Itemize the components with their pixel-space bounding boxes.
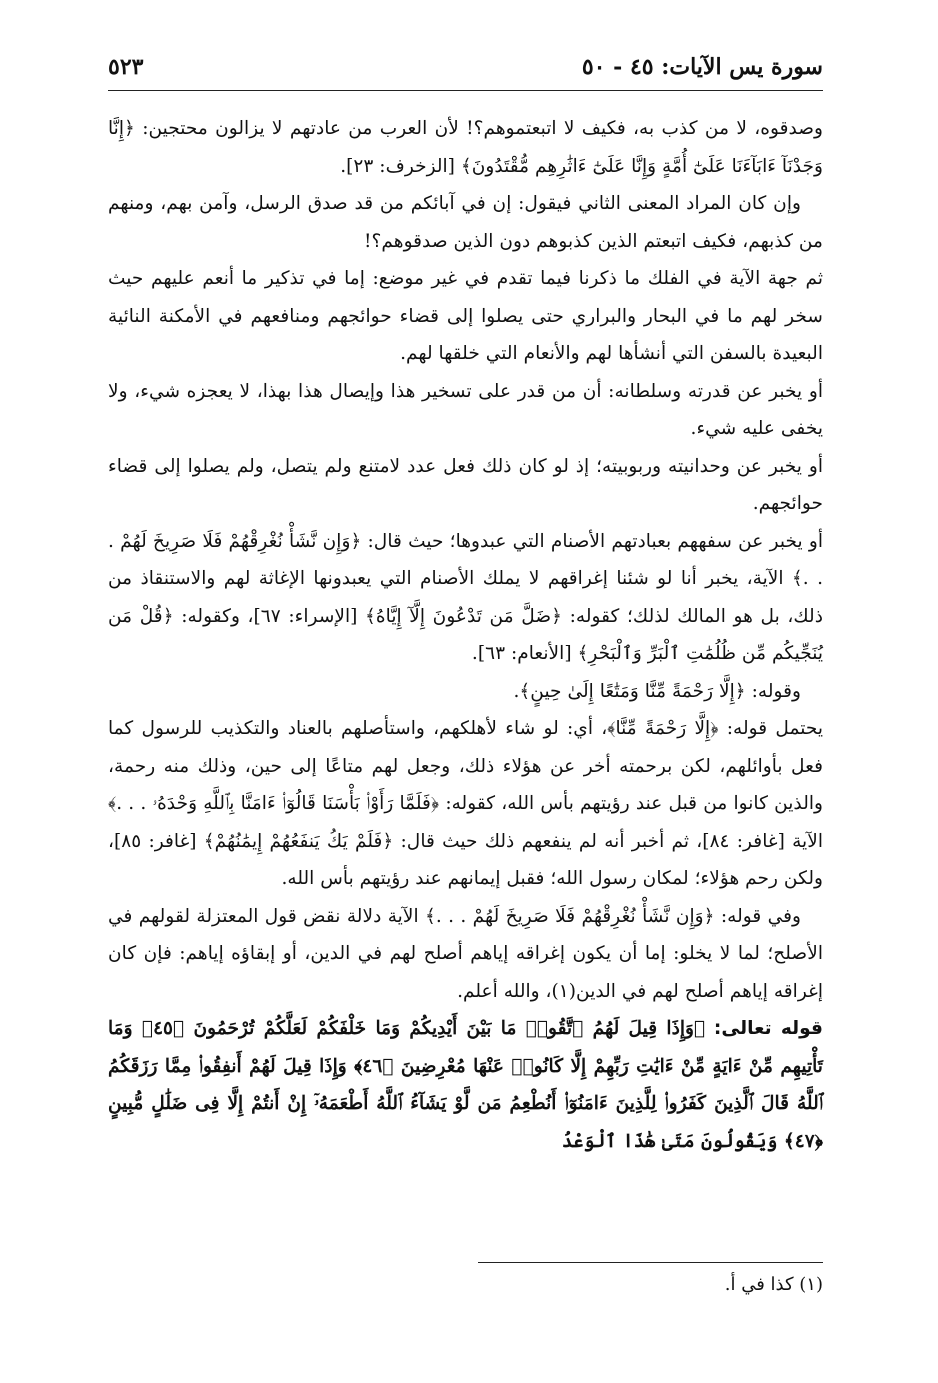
paragraph: وإن كان المراد المعنى الثاني فيقول: إن في آبائكم من قد صدق الرسل، وآمن بهم، ومنهم من كذبهم، فكيف اتبعتم الذين كذبوهم دون الذين صدقوهم؟! [108,193,823,252]
paragraph: أو يخبر عن قدرته وسلطانه: أن من قدر على تسخير هذا وإيصال هذا بهذا، لا يعجزه شيء، ولا يخفى عليه شيء. [108,380,823,439]
header-rule [108,90,823,91]
paragraph: يحتمل قوله: ﴿إِلَّا رَحْمَةً مِّنَّا﴾، أي: لو شاء لأهلكهم، واستأصلهم بالعناد والتكذيب للرسول كما فعل بأوائلهم، لكن برحمته أخر عن هؤلاء ذلك، وجعل لهم متاعًا إلى حين، وذلك منه رحمة، والذين كانوا من قبل عند رؤيتهم بأس الله، كقوله: ﴿فَلَمَّا رَأَوْا۟ بَأْسَنَا قَالُوٓا۟ ءَامَنَّا بِٱللَّهِ وَحْدَهُۥ . . .﴾ الآية [غافر: ٨٤]، ثم أخبر أنه لم ينفعهم ذلك حيث قال: ﴿فَلَمْ يَكُ يَنفَعُهُمْ إِيمَٰنُهُمْ﴾ [غافر: ٨٥]، ولكن رحم هؤلاء؛ لمكان رسول الله؛ فقبل إيمانهم عند رؤيتهم بأس الله. [108,718,823,889]
paragraph: ثم جهة الآية في الفلك ما ذكرنا فيما تقدم في غير موضع: إما في تذكير ما أنعم عليهم حيث سخر لهم ما في البحار والبراري حتى يصلوا إلى قضاء حوائجهم ومنافعهم في الأمكنة النائية البعيدة بالسفن التي أنشأها لهم والأنعام التي خلقها لهم. [108,268,823,364]
verse-text: ﴿وَإِذَا قِيلَ لَهُمُ ٱتَّقُوا۟ مَا بَيْنَ أَيْدِيكُمْ وَمَا خَلْفَكُمْ لَعَلَّكُمْ تُرْحَمُونَ ﴿٤٥﴾ وَمَا تَأْتِيهِم مِّنْ ءَايَةٍ مِّنْ ءَايَٰتِ رَبِّهِمْ إِلَّا كَانُوا۟ عَنْهَا مُعْرِضِينَ ﴿٤٦﴾ وَإِذَا قِيلَ لَهُمْ أَنفِقُوا۟ مِمَّا رَزَقَكُمُ ٱللَّهُ قَالَ ٱلَّذِينَ كَفَرُوا۟ لِلَّذِينَ ءَامَنُوٓا۟ أَنُطْعِمُ مَن لَّوْ يَشَآءُ ٱللَّهُ أَطْعَمَهُۥٓ إِنْ أَنتُمْ إِلَّا فِى ضَلَٰلٍ مُّبِينٍ ﴿٤٧﴾ وَيَقُولُونَ مَتَىٰ هَٰذَا ٱلْوَعْدُ [108,1018,823,1152]
paragraph: أو يخبر عن سفههم بعبادتهم الأصنام التي عبدوها؛ حيث قال: ﴿وَإِن نَّشَأْ نُغْرِقْهُمْ فَلَا صَرِيخَ لَهُمْ . . .﴾ الآية، يخبر أنا لو شئنا إغراقهم لا يملك الأصنام التي يعبدونها الإغاثة لهم والاستنقاذ من ذلك، بل هو المالك لذلك؛ كقوله: ﴿ضَلَّ مَن تَدْعُونَ إِلَّآ إِيَّاهُ﴾ [الإسراء: ٦٧]، وكقوله: ﴿قُلْ مَن يُنَجِّيكُم مِّن ظُلُمَٰتِ ٱلْبَرِّ وَٱلْبَحْرِ﴾ [الأنعام: ٦٣]. [108,530,823,664]
paragraph: أو يخبر عن وحدانيته وربوبيته؛ إذ لو كان ذلك فعل عدد لامتنع ولم يتصل، ولم يصلوا إلى قضاء حوائجهم. [108,455,823,514]
paragraph: وصدقوه، لا من كذب به، فكيف لا اتبعتموهم؟! لأن العرب من عادتهم لا يزالون محتجين: ﴿إِنَّا وَجَدْنَآ ءَابَآءَنَا عَلَىٰٓ أُمَّةٍ وَإِنَّا عَلَىٰٓ ءَاثَٰرِهِم مُّقْتَدُونَ﴾ [الزخرف: ٢٣]. [108,118,823,177]
paragraph: وفي قوله: ﴿وَإِن نَّشَأْ نُغْرِقْهُمْ فَلَا صَرِيخَ لَهُمْ . . .﴾ الآية دلالة نقض قول المعتزلة لقولهم في الأصلح؛ لما لا يخلو: إما أن يكون إغراقه إياهم أصلح لهم في الدين، أو إبقاؤه إياهم: فإن كان إغراقه إياهم أصلح لهم في الدين(١)، والله أعلم. [108,905,823,1002]
page-header [108,54,823,90]
running-title: سورة يس الآيات: ٤٥ - ٥٠ [581,54,823,80]
page-number: ٥٢٣ [108,54,144,80]
paragraph: وقوله: ﴿إِلَّا رَحْمَةً مِّنَّا وَمَتَٰعًا إِلَىٰ حِينٍ﴾. [513,680,801,702]
page-body [108,110,823,1160]
footnote: (١) كذا في أ. [724,1274,823,1295]
verse-label: قوله تعالى: [713,1018,823,1039]
verse-block [108,1010,823,1160]
footnote-rule [478,1262,823,1263]
